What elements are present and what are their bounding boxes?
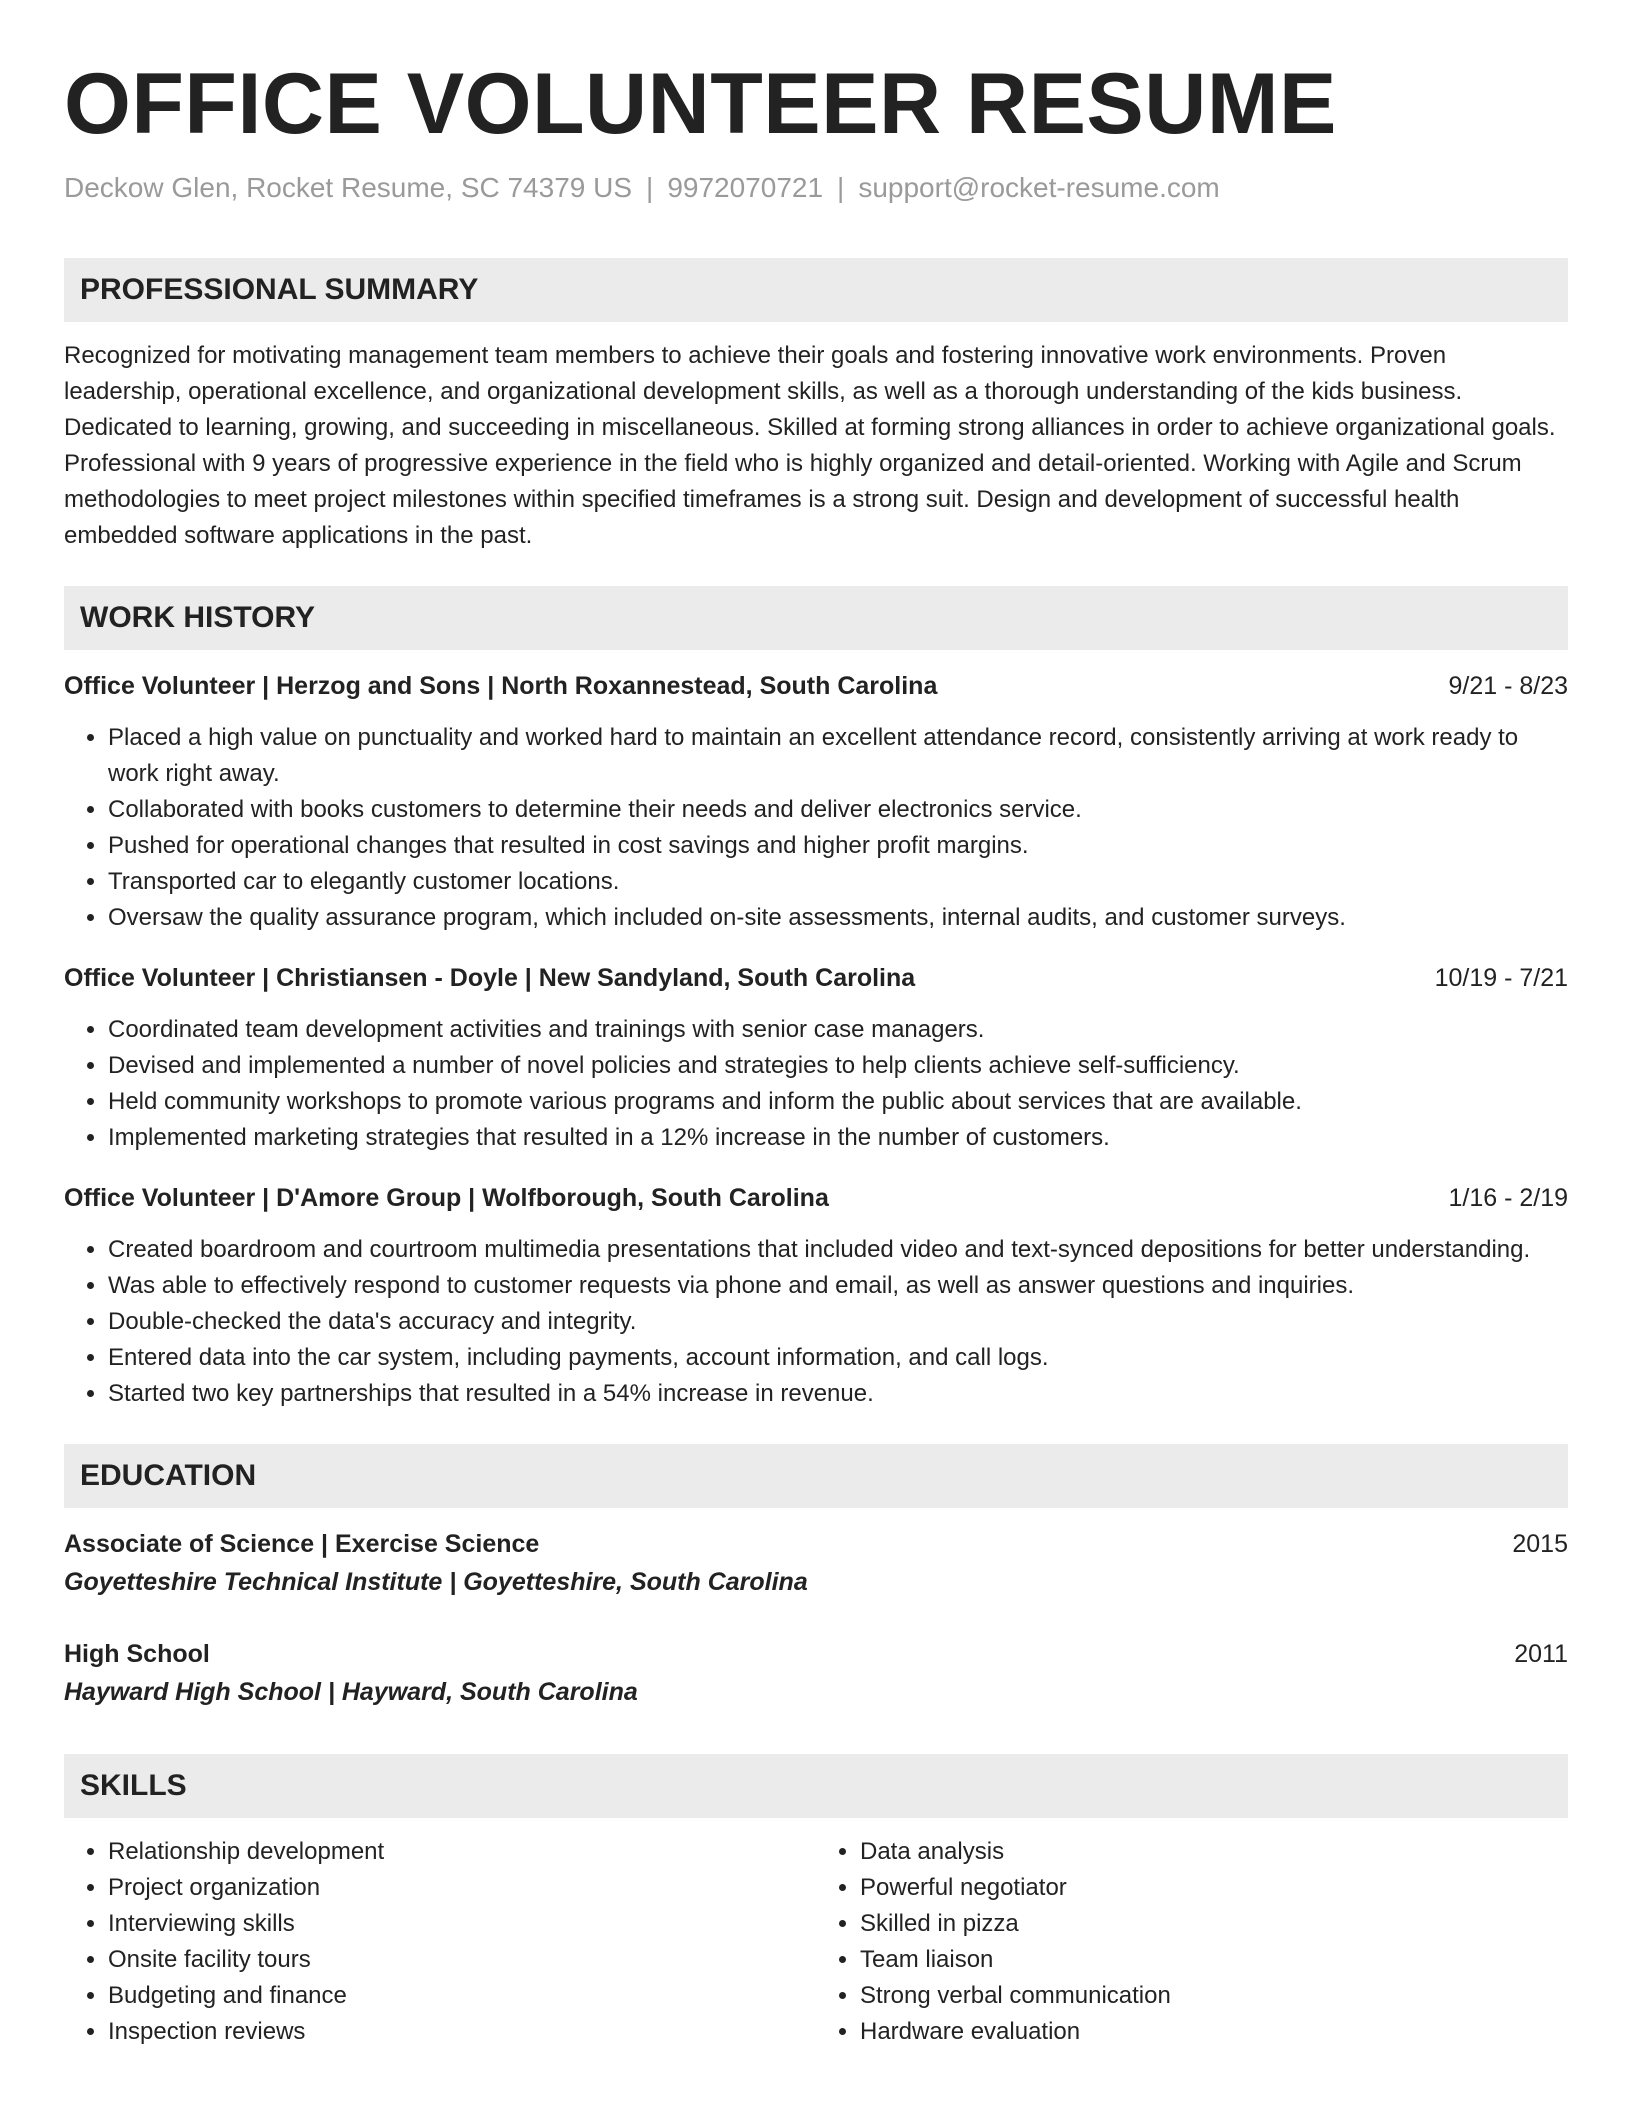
job-bullet: • Devised and implemented a number of novel policies and strategies to help clients achieve self-sufficiency. xyxy=(108,1048,1568,1084)
education-school: Hayward High School | Hayward, South Carolina xyxy=(64,1678,638,1706)
job-title: Office Volunteer | Christiansen - Doyle | New Sandyland, South Carolina xyxy=(64,964,916,992)
contact-address: Deckow Glen, Rocket Resume, SC 74379 US xyxy=(64,172,633,203)
education-degree: Associate of Science | Exercise Science xyxy=(64,1530,540,1558)
skills-columns xyxy=(64,1834,1568,2050)
contact-line xyxy=(64,170,1568,206)
job-title: Office Volunteer | D'Amore Group | Wolfborough, South Carolina xyxy=(64,1184,829,1212)
job-title: Office Volunteer | Herzog and Sons | North Roxannestead, South Carolina xyxy=(64,672,938,700)
skill-item: • Project organization xyxy=(108,1870,816,1906)
job-dates: 1/16 - 2/19 xyxy=(1448,1184,1568,1212)
education-list xyxy=(64,1526,1568,1710)
job-header xyxy=(64,668,1568,704)
skill-item: • Inspection reviews xyxy=(108,2014,816,2050)
skill-item: • Data analysis xyxy=(860,1834,1568,1870)
job-dates: 9/21 - 8/23 xyxy=(1448,672,1568,700)
job-bullet: • Was able to effectively respond to customer requests via phone and email, as well as answer questions and inquiries. xyxy=(108,1268,1568,1304)
education-entry xyxy=(64,1636,1568,1710)
contact-phone: 9972070721 xyxy=(667,172,824,203)
job-bullet: • Double-checked the data's accuracy and integrity. xyxy=(108,1304,1568,1340)
education-year: 2011 xyxy=(1514,1640,1568,1668)
education-year: 2015 xyxy=(1512,1530,1568,1558)
contact-separator: | xyxy=(837,172,845,203)
job-bullet-list xyxy=(64,1232,1568,1412)
job-entry xyxy=(64,960,1568,1156)
section-header-education: EDUCATION xyxy=(64,1444,1568,1508)
job-bullet: • Oversaw the quality assurance program, which included on-site assessments, internal audits, and customer surveys. xyxy=(108,900,1568,936)
skills-list-left xyxy=(64,1834,816,2050)
job-bullet-list xyxy=(64,1012,1568,1156)
skill-item: • Hardware evaluation xyxy=(860,2014,1568,2050)
job-bullet: • Entered data into the car system, including payments, account information, and call logs. xyxy=(108,1340,1568,1376)
section-header-skills: SKILLS xyxy=(64,1754,1568,1818)
education-header xyxy=(64,1636,1568,1672)
job-entry xyxy=(64,1180,1568,1412)
contact-separator: | xyxy=(646,172,654,203)
summary-text: Recognized for motivating management team members to achieve their goals and fostering innovative work environments. Proven leadership, operational excellence, and organizational development skills, as well as a thorough understanding of the kids business. Dedicated to learning, growing, and succeeding in miscellaneous. Skilled at forming strong alliances in order to achieve organizational goals. Professional with 9 years of progressive experience in the field who is highly organized and detail-oriented. Working with Agile and Scrum methodologies to meet project milestones within specified timeframes is a strong suit. Design and development of successful health embedded software applications in the past. xyxy=(64,342,1556,549)
job-dates: 10/19 - 7/21 xyxy=(1434,964,1568,992)
job-bullet: • Collaborated with books customers to determine their needs and deliver electronics service. xyxy=(108,792,1568,828)
job-bullet-list xyxy=(64,720,1568,936)
job-bullet: • Started two key partnerships that resulted in a 54% increase in revenue. xyxy=(108,1376,1568,1412)
section-header-work-history: WORK HISTORY xyxy=(64,586,1568,650)
skill-item: • Skilled in pizza xyxy=(860,1906,1568,1942)
education-school: Goyetteshire Technical Institute | Goyetteshire, South Carolina xyxy=(64,1568,808,1596)
job-bullet: • Transported car to elegantly customer locations. xyxy=(108,864,1568,900)
skill-item: • Team liaison xyxy=(860,1942,1568,1978)
education-entry xyxy=(64,1526,1568,1600)
job-bullet: • Placed a high value on punctuality and worked hard to maintain an excellent attendance record, consistently arriving at work ready to work right away. xyxy=(108,720,1568,792)
job-bullet: • Created boardroom and courtroom multimedia presentations that included video and text-synced depositions for better understanding. xyxy=(108,1232,1568,1268)
skill-item: • Relationship development xyxy=(108,1834,816,1870)
job-entry xyxy=(64,668,1568,936)
work-history-list xyxy=(64,668,1568,1412)
education-header xyxy=(64,1526,1568,1562)
job-bullet: • Coordinated team development activities and trainings with senior case managers. xyxy=(108,1012,1568,1048)
skill-item: • Onsite facility tours xyxy=(108,1942,816,1978)
skill-item: • Strong verbal communication xyxy=(860,1978,1568,2014)
section-header-summary: PROFESSIONAL SUMMARY xyxy=(64,258,1568,322)
job-header xyxy=(64,1180,1568,1216)
job-bullet: • Implemented marketing strategies that resulted in a 12% increase in the number of customers. xyxy=(108,1120,1568,1156)
resume-title: OFFICE VOLUNTEER RESUME xyxy=(64,56,1337,152)
skill-item: • Interviewing skills xyxy=(108,1906,816,1942)
skill-item: • Budgeting and finance xyxy=(108,1978,816,2014)
job-bullet: • Pushed for operational changes that resulted in cost savings and higher profit margins. xyxy=(108,828,1568,864)
job-header xyxy=(64,960,1568,996)
education-degree: High School xyxy=(64,1640,210,1668)
contact-email: support@rocket-resume.com xyxy=(858,172,1220,203)
skill-item: • Powerful negotiator xyxy=(860,1870,1568,1906)
skills-list-right xyxy=(816,1834,1568,2050)
job-bullet: • Held community workshops to promote various programs and inform the public about services that are available. xyxy=(108,1084,1568,1120)
